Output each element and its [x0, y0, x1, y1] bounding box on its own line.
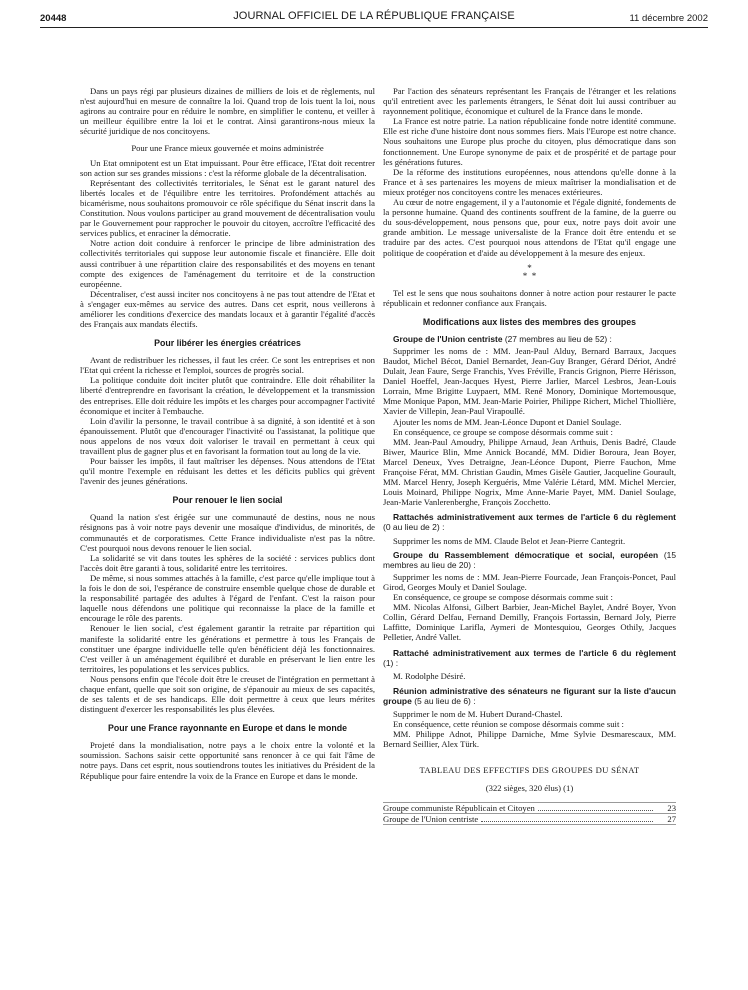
- paragraph: Un Etat omnipotent est un Etat impuissant. Pour être efficace, l'Etat doit recentrer son action sur ses grandes missions : c'est la réforme globale de la décentralisation.: [80, 157, 375, 178]
- paragraph: MM. Nicolas Alfonsi, Gilbert Barbier, Jean-Michel Baylet, André Boyer, Yvon Collin, Gérard Delfau, Fernand Demilly, François Fortassin, Bernard Joly, Pierre Laffitte, Dominique Larifla, Aymeri de Montesquiou, Georges Othily, Jacques Pelletier, André Vallet.: [383, 602, 676, 643]
- paragraph: Projeté dans la mondialisation, notre pays a le choix entre la volonté et la soumission. Sachons saisir cette opportunité sans renoncer à ce qui fait l'âme de notre pays. Dans cet esprit, nous soutiendrons toutes les initiatives du Président de la République pour faire entendre la voix de la France en Europe et dans le monde.: [80, 740, 375, 781]
- paragraph: Dans un pays régi par plusieurs dizaines de milliers de lois et de règlements, nul n'est aujourd'hui en mesure de connaître la loi. Quand trop de lois tuent la loi, nous agirons au contraire pour en réduire le nombre, en simplifier le contenu, et veiller à un meilleur équilibre entre la loi et le contrat. Ainsi garantirons-nous mieux la sécurité juridique de nos concitoyens.: [80, 86, 375, 137]
- group-heading: [383, 648, 676, 668]
- table-title: TABLEAU DES EFFECTIFS DES GROUPES DU SÉNAT: [419, 765, 640, 776]
- paragraph: Loin d'avilir la personne, le travail contribue à sa dignité, à son identité et à son épanouissement. Plutôt que d'encourager l'inactivité ou l'assistanat, la politique que nous appelons de nos vœux doit valoriser le travail en permettant à ceux qui travaillent plus de gagner plus et en favorisant la formation tout au long de la vie.: [80, 415, 375, 456]
- paragraph: En conséquence, cette réunion se compose désormais comme suit :: [393, 719, 624, 730]
- right-column: [383, 86, 676, 986]
- paragraph: Pour baisser les impôts, il faut maîtriser les dépenses. Nous attendons de l'Etat qu'il montre l'exemple en réduisant les dettes et les déficits publics qui grèvent l'avenir des jeunes générations.: [80, 456, 375, 487]
- paragraph: Avant de redistribuer les richesses, il faut les créer. Ce sont les entreprises et non l'Etat qui créent la richesse et l'emploi, sources de progrès social.: [80, 355, 375, 376]
- paragraph: Tel est le sens que nous souhaitons donner à notre action pour restaurer le pacte républicain et redonner confiance aux Français.: [383, 287, 676, 308]
- page-number: 20448: [40, 13, 67, 24]
- paragraph: La politique conduite doit inciter plutôt que contraindre. Elle doit réhabiliter la liberté d'entreprendre en favorisant la création, le développement et la transmission des entreprises. Elle doit réduire les impôts et les charges pour accompagner l'activité économique et inciter à l'embauche.: [80, 375, 375, 416]
- group-count: (27 membres au lieu de 52) :: [504, 333, 612, 344]
- group-heading: [383, 686, 676, 706]
- issue-date: 11 décembre 2002: [629, 13, 708, 24]
- leader-dots: [538, 810, 653, 811]
- leader-dots: [481, 821, 653, 822]
- group-heading: [383, 334, 676, 344]
- group-name: Groupe du Rassemblement démocratique et social, européen: [393, 549, 659, 560]
- group-heading: [383, 512, 676, 532]
- group-seat-count: 27: [667, 813, 676, 824]
- section-heading: Pour une France rayonnante en Europe et dans le monde: [107, 723, 348, 734]
- section-heading: Modifications aux listes des membres des groupes: [422, 316, 637, 327]
- paragraph: La France est notre patrie. La nation républicaine fonde notre identité commune. Elle est riche d'une histoire dont nous sommes fiers. Mais l'Europe est notre chance. Nous souhaitons une Europe plus proche du citoyen, plus démocratique dans son fonctionnement. Une Europe synonyme de paix et de prospérité et de partage pour les générations futures.: [383, 116, 676, 167]
- group-count: (15 membres au lieu de 20) :: [383, 549, 676, 570]
- paragraph: En conséquence, ce groupe se compose désormais comme suit :: [393, 426, 613, 437]
- paragraph: Renouer le lien social, c'est également garantir la retraite par répartition qui manifeste la solidarité entre les générations et permettre à tous les Français de constituer une épargne individuelle telle qu'en bénéficient déjà les fonctionnaires. C'est veiller à un aménagement équilibré et durable en préservant le lien entre les territoires, les populations et les services publics.: [80, 623, 375, 674]
- paragraph: De même, si nous sommes attachés à la famille, c'est parce qu'elle implique tout à la fois le don de soi, l'espérance de construire ensemble quelque chose de durable et la responsabilité partagée des adultes à l'égard de l'enfant. C'est la raison pour laquelle nous défendons une politique qui reconnaisse la place de la famille et encourage le rôle des parents.: [80, 572, 375, 624]
- paragraph: Quand la nation s'est érigée sur une communauté de destins, nous ne nous résignons pas à voir notre pays devenir une mosaïque d'individus, de minorités, de communautés et de corporatismes. Cette France individualiste n'est pas la nôtre. C'est pourquoi nous devons renouer le lien social.: [80, 512, 375, 553]
- group-count: (1) :: [383, 657, 399, 668]
- paragraph: En conséquence, ce groupe se compose désormais comme suit :: [393, 592, 613, 603]
- section-heading: Pour libérer les énergies créatrices: [154, 338, 301, 349]
- group-label: Groupe communiste Républicain et Citoyen: [383, 802, 535, 813]
- journal-title: JOURNAL OFFICIEL DE LA RÉPUBLIQUE FRANÇAISE: [233, 10, 515, 22]
- group-count: (0 au lieu de 2) :: [383, 522, 445, 533]
- paragraph: Représentant des collectivités territoriales, le Sénat est le garant naturel des libertés locales et de l'équilibre entre les territoires. Profondément attachés au bicamérisme, nous souhaitons promouvoir ce rôle spécifique du Sénat inscrit dans la Constitution. Nous voulons participer au grand mouvement de décentralisation voulu par le Gouvernement pour rapprocher le pouvoir du citoyen, accroître l'efficacité des services publics, et enraciner la démocratie.: [80, 177, 375, 239]
- section-separator: * * *: [522, 262, 537, 281]
- table-row: [383, 803, 676, 814]
- section-heading: Pour renouer le lien social: [172, 495, 283, 506]
- table-row: [383, 814, 676, 825]
- paragraph: MM. Jean-Paul Amoudry, Philippe Arnaud, Jean Arthuis, Denis Badré, Claude Biwer, Maurice Blin, Mme Annick Bocandé, MM. Didier Boroura, Jean Boyer, Marcel Deneux, Yves Detraigne, Jean-Léonce Dupont, Pierre Fauchon, Mme Françoise Férat, MM. Christian Gaudin, Mmes Gisèle Gautier, Jacqueline Gourault, MM. Marcel Henry, Joseph Kerguéris, Mme Valérie Létard, MM. Michel Mercier, Louis Moinard, Philippe Nogrix, Mme Anne-Marie Payet, MM. Daniel Soulage, Jean-Marie Vanlerenberghe, François Zocchetto.: [383, 436, 676, 508]
- paragraph: Supprimer les noms de MM. Claude Belot et Jean-Pierre Cantegrit.: [393, 535, 626, 546]
- paragraph: Par l'action des sénateurs représentant les Français de l'étranger et les relations qu'il entretient avec les parlements étrangers, le Sénat doit lui aussi contribuer au rayonnement politique, économique et culturel de la France dans le monde.: [383, 86, 676, 117]
- group-seat-count: 23: [667, 802, 676, 813]
- paragraph: Supprimer les noms de : MM. Jean-Pierre Fourcade, Jean François-Poncet, Paul Girod, Georges Mouly et Daniel Soulage.: [383, 571, 676, 592]
- paragraph: Supprimer le nom de M. Hubert Durand-Chastel.: [393, 708, 563, 719]
- group-name: Rattaché administrativement aux termes de l'article 6 du règlement: [393, 647, 676, 658]
- paragraph: De la réforme des institutions européennes, nous attendons qu'elle donne à la France et à ses partenaires les moyens de mieux maîtriser la mondialisation et de mieux protéger nos concitoyens contre les menaces extérieures.: [383, 166, 676, 197]
- subheading: Pour une France mieux gouvernée et moins administrée: [131, 143, 324, 154]
- paragraph: La solidarité se vit dans toutes les sphères de la société : services publics dont l'accès doit être garanti à tous, solidarité entre les territoires.: [80, 552, 375, 573]
- paragraph: Notre action doit conduire à renforcer le principe de libre administration des collectivités territoriales qui suppose leur autonomie fiscale et financière. Elle doit aussi contribuer à une répartition claire des responsabilités et des moyens en tenant compte des exigences de l'aménagement du territoire et de la construction européenne.: [80, 238, 375, 289]
- group-name: Réunion administrative des sénateurs ne figurant sur la liste d'aucun groupe: [383, 685, 676, 706]
- paragraph: Décentraliser, c'est aussi inciter nos concitoyens à ne pas tout attendre de l'Etat et à s'engager eux-mêmes au service des autres. Dans cet esprit, nous veillerons à améliorer les conditions d'exercice des mandats locaux et à garantir l'égalité d'accès des Français aux mandats électifs.: [80, 288, 375, 330]
- group-name: Groupe de l'Union centriste: [393, 333, 503, 344]
- group-label: Groupe de l'Union centriste: [383, 813, 479, 824]
- page-header: [40, 10, 708, 28]
- paragraph: MM. Philippe Adnot, Philippe Darniche, Mme Sylvie Desmarescaux, MM. Bernard Seillier, Alex Türk.: [383, 729, 676, 750]
- header-rule: [40, 27, 708, 28]
- paragraph: Nous pensons enfin que l'école doit être le creuset de l'intégration en permettant à chaque enfant, quelle que soit son origine, de s'épanouir au mieux de ses capacités, de ses talents et de ses handicaps. Elle doit permettre à ceux que leurs mérites distinguent d'exercer les responsabilités les plus élevées.: [80, 673, 375, 715]
- table-subtitle: (322 sièges, 320 élus) (1): [485, 783, 574, 794]
- group-name: Rattachés administrativement aux termes de l'article 6 du règlement: [393, 512, 676, 523]
- paragraph: Ajouter les noms de MM. Jean-Léonce Dupont et Daniel Soulage.: [393, 416, 622, 427]
- paragraph: M. Rodolphe Désiré.: [393, 670, 466, 681]
- effectifs-table: [383, 802, 676, 825]
- group-count: (5 au lieu de 6) :: [414, 695, 476, 706]
- paragraph: Au cœur de notre engagement, il y a l'autonomie et l'égale dignité, fondements de la personne humaine. Quand des continents souffrent de la famine, de la guerre ou du sous-développement, nous pensons que, pour eux, notre pays doit avoir une grande ambition. Le message universaliste de la France doit être entendu et se traduire par des actes. C'est pourquoi nous attendons de l'Etat qu'il engage une politique de coopération et d'aide au développement à la mesure des enjeux.: [383, 197, 676, 258]
- left-column: [80, 86, 375, 986]
- paragraph: Supprimer les noms de : MM. Jean-Paul Alduy, Bernard Barraux, Jacques Baudot, Michel Bécot, Daniel Bernardet, Jean-Guy Branger, Gérard Dériot, André Dulait, Jean Faure, Serge Franchis, Yves Fréville, Francis Grignon, Pierre Hérisson, Daniel Hoeffel, Jean-Jacques Hyest, Pierre Jarlier, Marcel Lesbros, Jean-Louis Lorrain, Mme Brigitte Luypaert, MM. René Monory, Dominique Mortemousque, Mme Monique Papon, MM. Jean-Marie Poirier, Philippe Richert, Michel Thiollière, Xavier de Villepin, Jean-Paul Virapoullé.: [383, 345, 676, 417]
- group-heading: [383, 550, 676, 570]
